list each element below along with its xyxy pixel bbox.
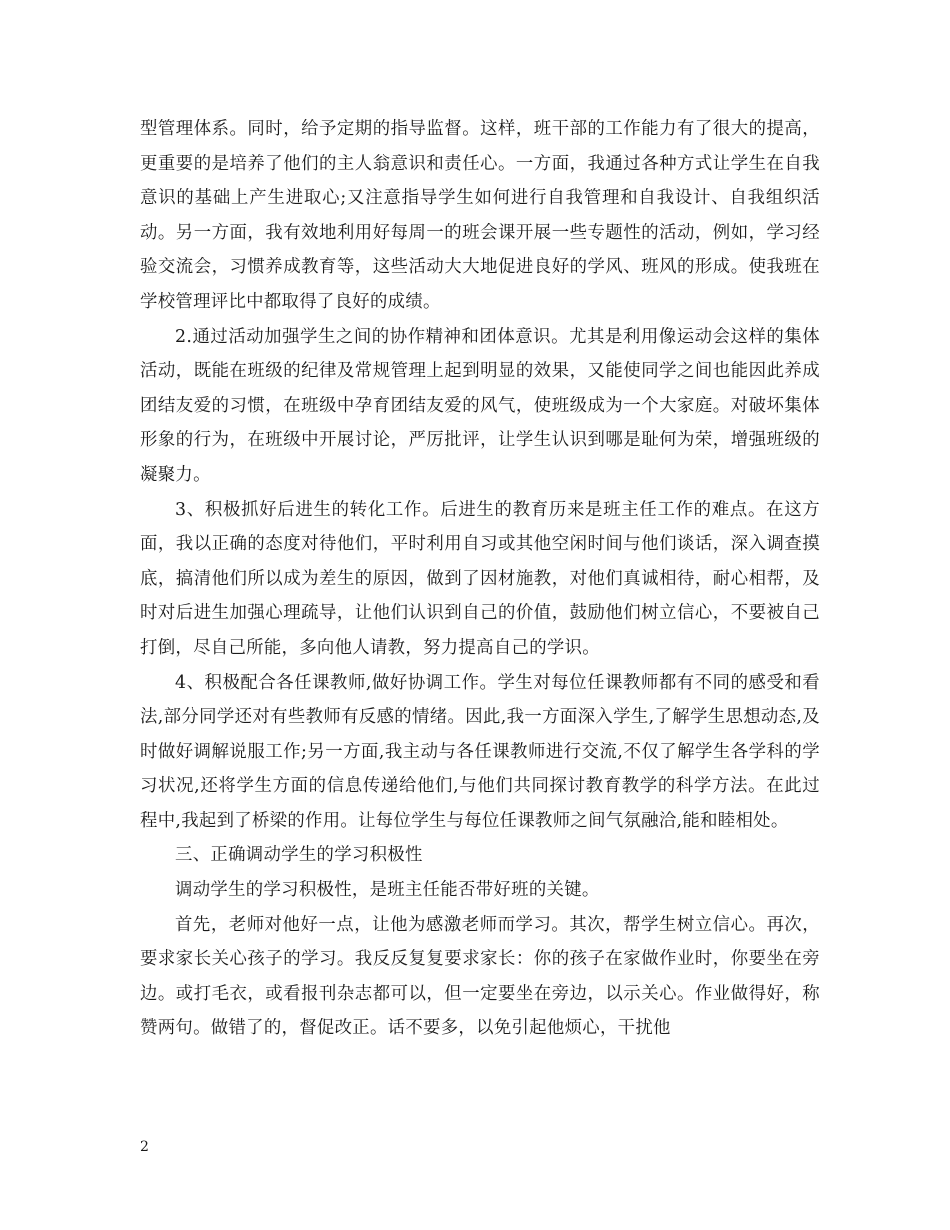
section-heading-learning-motivation: 三、正确调动学生的学习积极性 (175, 845, 423, 866)
document-body (140, 112, 820, 1046)
paragraph-teacher-coordination: 4、积极配合各任课教师,做好协调工作。学生对每位任课教师都有不同的感受和看法,部分同学还对有些教师有反感的情绪。因此,我一方面深入学生,了解学生思想动态,及时做好调解说服工作;另一方面,我主动与各任课教师进行交流,不仅了解学生各学科的学习状况,还将学生方面的信息传递给他们,与他们共同探讨教育教学的科学方法。在此过程中,我起到了桥梁的作用。让每位学生与每位任课教师之间气氛融洽,能和睦相处。 (140, 672, 820, 831)
paragraph-motivation-key: 调动学生的学习积极性，是班主任能否带好班的关键。 (175, 880, 600, 901)
paragraph-motivation-methods: 首先，老师对他好一点，让他为感激老师而学习。其次，帮学生树立信心。再次，要求家长关心孩子的学习。我反反复复要求家长：你的孩子在家做作业时，你要坐在旁边。或打毛衣，或看报刊杂志都可以，但一定要坐在旁边，以示关心。作业做得好，称赞两句。做错了的，督促改正。话不要多，以免引起他烦心，干扰他 (140, 914, 820, 1039)
paragraph-class-management: 型管理体系。同时，给予定期的指导监督。这样，班干部的工作能力有了很大的提高，更重要的是培养了他们的主人翁意识和责任心。一方面，我通过各种方式让学生在自我意识的基础上产生进取心;又注意指导学生如何进行自我管理和自我设计、自我组织活动。另一方面，我有效地利用好每周一的班会课开展一些专题性的活动，例如，学习经验交流会，习惯养成教育等，这些活动大大地促进良好的学风、班风的形成。使我班在学校管理评比中都取得了良好的成绩。 (140, 119, 820, 312)
paragraph-underachiever-transformation: 3、积极抓好后进生的转化工作。后进生的教育历来是班主任工作的难点。在这方面，我以正确的态度对待他们，平时利用自习或其他空闲时间与他们谈话，深入调查摸底，搞清他们所以成为差生的原因，做到了因材施教，对他们真诚相待，耐心相帮，及时对后进生加强心理疏导，让他们认识到自己的价值，鼓励他们树立信心，不要被自己打倒，尽自己所能，多向他人请教，努力提高自己的学识。 (140, 499, 820, 658)
paragraph-teamwork-activities: 2.通过活动加强学生之间的协作精神和团体意识。尤其是利用像运动会这样的集体活动，既能在班级的纪律及常规管理上起到明显的效果，又能使同学之间也能因此养成团结友爱的习惯，在班级中孕育团结友爱的风气，使班级成为一个大家庭。对破坏集体形象的行为，在班级中开展讨论，严厉批评，让学生认识到哪是耻何为荣，增强班级的凝聚力。 (140, 326, 820, 485)
page-number: 2 (140, 1139, 149, 1155)
